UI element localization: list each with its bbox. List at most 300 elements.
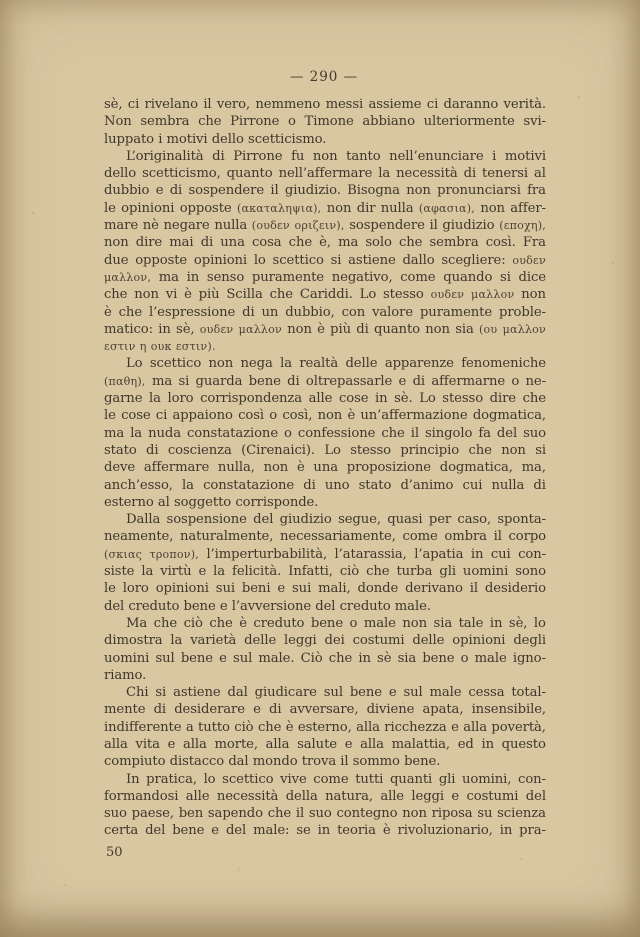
word: il (429, 218, 438, 234)
word: caso, (457, 512, 492, 528)
word: nemmeno (255, 97, 321, 112)
word: stesso (383, 287, 424, 303)
word: apata, (422, 702, 464, 718)
word: è (285, 719, 294, 735)
word: dei (324, 633, 345, 649)
word: costumi (466, 788, 519, 804)
word: ne- (525, 373, 546, 389)
word: male. (394, 598, 431, 614)
word: riamo. (104, 667, 147, 683)
word: guarda (195, 373, 243, 389)
word: costumi (352, 633, 405, 649)
word: che (366, 564, 390, 580)
word: dal (228, 754, 249, 770)
text-line (104, 165, 546, 182)
word: con (341, 304, 366, 320)
word: constatazione (203, 477, 295, 493)
word: certa (104, 823, 139, 839)
word: in (186, 269, 200, 285)
word: una (313, 460, 338, 476)
word: di (463, 166, 477, 182)
word: in (375, 391, 388, 407)
greek-term: (αφασια), (418, 201, 475, 215)
word: in (470, 546, 484, 562)
word: quanto (226, 166, 273, 182)
word: ma (104, 425, 125, 441)
word: trova (301, 754, 337, 770)
word: bene (248, 373, 281, 389)
word: la (141, 564, 154, 580)
word: formandosi (104, 788, 179, 804)
word: nell’enunciare (389, 148, 484, 164)
word: che (267, 806, 292, 822)
word: Lo (419, 391, 436, 407)
word: sponta- (497, 512, 546, 528)
word: così, (282, 408, 313, 424)
word: alla (356, 719, 380, 735)
word: lo (253, 252, 266, 268)
word: opposte (179, 200, 232, 216)
text-line (104, 771, 546, 788)
text-line (104, 788, 546, 805)
word: e (451, 788, 460, 804)
word: non (521, 287, 546, 303)
word: matico: (104, 321, 153, 337)
word: alle (380, 788, 405, 804)
text-line (104, 667, 546, 684)
word: turba (396, 564, 433, 580)
word: fenomeniche (461, 356, 546, 372)
word: che (118, 304, 143, 320)
word: sè, (104, 97, 123, 112)
word: così (238, 408, 264, 424)
word: diviene (366, 702, 415, 718)
word: affermare (143, 460, 210, 476)
word: si (535, 442, 546, 458)
word: Dalla (126, 512, 161, 528)
word: constatazione (187, 425, 279, 441)
word: coscienza (167, 442, 232, 458)
word: avversare, (289, 702, 359, 718)
word: in (489, 615, 503, 631)
greek-term: (παθη), (104, 374, 146, 388)
word: senso (206, 269, 245, 285)
text-line (104, 632, 546, 649)
word: le (104, 200, 116, 216)
word: del (315, 598, 336, 614)
word: le (104, 408, 116, 424)
word: sia (433, 615, 453, 631)
word: nuda (148, 425, 181, 441)
word: o (284, 425, 292, 441)
paper-speckles (0, 0, 2, 2)
word: stesso (350, 442, 391, 458)
word: è (317, 321, 325, 337)
word: stato (358, 477, 392, 493)
word: alla (360, 736, 384, 752)
word: proposizione (346, 460, 431, 476)
word: tenersi (482, 166, 529, 182)
word: del (104, 598, 125, 614)
word: Infatti, (288, 564, 333, 580)
word: sospendere (188, 183, 265, 199)
word: a (185, 719, 194, 735)
word: la (378, 166, 391, 182)
word: suo (523, 425, 546, 441)
word: nulla (380, 200, 414, 216)
word: alle (185, 788, 210, 804)
greek-term: εστιν). (175, 340, 216, 354)
word: e (211, 823, 220, 839)
word: distacco (169, 754, 225, 770)
word: fu (291, 148, 305, 164)
word: che (468, 442, 492, 458)
text-line (104, 96, 546, 113)
greek-term: (ου (479, 322, 498, 336)
word: per (428, 512, 452, 528)
word: che (257, 719, 282, 735)
text-line (104, 217, 546, 234)
word: di (533, 477, 546, 493)
word: virtù (160, 564, 192, 580)
word: uomini (462, 564, 509, 580)
word: della (285, 788, 318, 804)
word: Non (104, 114, 132, 130)
word: Pirrone (233, 148, 283, 164)
word: si (330, 252, 342, 268)
paragraph (104, 511, 546, 615)
word: solo (365, 235, 392, 251)
word: dello (104, 166, 137, 182)
word: naturalmente, (180, 529, 274, 545)
word: beni (241, 581, 271, 597)
word: ben (178, 806, 204, 822)
word: bene (310, 615, 344, 631)
word: dire (489, 391, 517, 407)
word: compiuto (104, 754, 166, 770)
word: lo (203, 771, 216, 787)
word: che (104, 287, 128, 303)
greek-term: μαλλον (471, 288, 515, 302)
word: delle (244, 633, 277, 649)
word: negativo, (331, 269, 393, 285)
word: al (157, 494, 170, 510)
word: ciò (339, 564, 360, 580)
word: dogmatica, (472, 408, 546, 424)
word: cosa (251, 235, 282, 251)
word: di (212, 148, 225, 164)
paragraph (104, 615, 546, 684)
word: salute (297, 736, 337, 752)
word: non (312, 148, 338, 164)
greek-term: η (139, 340, 147, 354)
word: sul (403, 685, 423, 701)
word: esterno, (297, 719, 352, 735)
word: realtà (299, 356, 339, 372)
word: daranno (443, 97, 499, 112)
word: la (182, 477, 194, 493)
word: e (167, 736, 176, 752)
word: alla (463, 719, 487, 735)
word: giudizio (279, 512, 332, 528)
word: non (263, 460, 289, 476)
word: il (340, 754, 349, 770)
word: vita (135, 736, 160, 752)
word: fa (478, 425, 491, 441)
word: motivi (166, 131, 208, 147)
text-line (104, 494, 546, 511)
word: di (242, 304, 255, 320)
word: stesso (442, 391, 484, 407)
text-line (104, 598, 546, 615)
word: scettico (222, 771, 274, 787)
word: o (460, 650, 469, 666)
word: dice (518, 269, 546, 285)
word: abbiano (362, 114, 415, 130)
word: più (198, 287, 220, 303)
word: ci (127, 97, 140, 112)
paragraph (104, 96, 546, 148)
paragraph (104, 148, 546, 356)
word: con- (518, 546, 546, 562)
word: stato (104, 442, 137, 458)
word: bene (349, 685, 382, 701)
word: come (402, 529, 438, 545)
word: paese, (131, 806, 174, 822)
word: male (429, 685, 462, 701)
word: la (213, 564, 226, 580)
word: scetticismo, (142, 166, 221, 182)
word: giudizio. (284, 183, 341, 199)
word: ed (457, 736, 474, 752)
greek-term: (εποχη), (499, 219, 546, 233)
word: mai (169, 235, 194, 251)
text-line (104, 182, 546, 199)
greek-term: μαλλον (502, 322, 546, 336)
word: Cariddi. (299, 287, 353, 303)
word: l’atarassia, (334, 546, 407, 562)
word: cose (338, 391, 369, 407)
word: se (296, 823, 311, 839)
word: tanto (346, 148, 381, 164)
word: è, (319, 235, 331, 251)
word: puramente (419, 304, 493, 320)
word: cose (121, 408, 151, 424)
greek-term: μαλλον (238, 322, 282, 336)
word: ma (338, 235, 359, 251)
word: uno (324, 477, 350, 493)
word: è (184, 287, 192, 303)
word: neamente, (104, 529, 174, 545)
word: Chi (126, 685, 149, 701)
greek-term: (σκιας (104, 547, 143, 561)
word: corrispondenza (200, 391, 303, 407)
word: oltrepassarle (305, 373, 393, 389)
word: astiene (348, 252, 396, 268)
word: in (499, 823, 513, 839)
word: leggi (411, 788, 445, 804)
greek-term: (ουδεν (251, 219, 290, 233)
word: proble- (499, 304, 546, 320)
greek-term: εστιν (104, 340, 136, 354)
word: in (158, 321, 171, 337)
word: messi (325, 97, 364, 112)
word: sia (455, 321, 474, 337)
word: teoria (337, 823, 376, 839)
word: pronunciarsi (437, 183, 521, 199)
word: loro (167, 391, 194, 407)
word: corrisponde. (235, 494, 319, 510)
word: di (169, 183, 183, 199)
word: delle (345, 356, 378, 372)
word: e (219, 598, 228, 614)
word: ci (426, 97, 439, 112)
word: natura, (325, 788, 373, 804)
word: dubbio, (285, 304, 335, 320)
word: le (104, 581, 116, 597)
word: è (104, 304, 112, 320)
word: mare (104, 218, 139, 234)
word: e (277, 581, 286, 597)
text-line (104, 355, 546, 372)
word: quasi (387, 512, 423, 528)
word: come (400, 269, 436, 285)
word: non (326, 200, 352, 216)
word: di (287, 373, 300, 389)
word: necessità (396, 166, 458, 182)
word: e (398, 373, 407, 389)
word: alla (104, 736, 128, 752)
word: sapendo (207, 806, 263, 822)
word: male. (258, 650, 295, 666)
word: dal (227, 685, 248, 701)
word: ricchezza (384, 719, 447, 735)
word: pra- (519, 823, 546, 839)
word: suo (104, 806, 127, 822)
word: confessione (297, 425, 376, 441)
word: sui (292, 581, 312, 597)
word: mondo (252, 754, 298, 770)
page-number: — 290 — (289, 69, 359, 85)
word: dogmatica, (439, 460, 513, 476)
word: un’affermazione (360, 408, 468, 424)
word: ciò (234, 719, 254, 735)
word: sono (515, 564, 546, 580)
text-line (104, 113, 546, 130)
word: Ma (126, 615, 148, 631)
word: contegno (336, 806, 398, 822)
word: corpo (508, 529, 546, 545)
word: astiene (173, 685, 221, 701)
word: è (347, 408, 356, 424)
word: ma (158, 269, 179, 285)
word: anch’esso, (104, 477, 173, 493)
word: quando (443, 269, 493, 285)
word: mente (104, 702, 146, 718)
word: più (330, 321, 352, 337)
word: di (303, 477, 316, 493)
text-line (104, 338, 546, 355)
word: sul (323, 685, 343, 701)
word: luppato (104, 131, 154, 147)
word: di (269, 702, 282, 718)
word: non (480, 200, 505, 216)
text-line (104, 425, 546, 442)
word: o (511, 373, 520, 389)
word: dubbio (104, 183, 150, 199)
word: indifferente (104, 719, 182, 735)
word: giudizio (442, 218, 495, 234)
word: sospensione (166, 512, 247, 528)
word: sè, (508, 615, 528, 631)
word: non (425, 321, 450, 337)
word: loro (122, 581, 149, 597)
text-line (104, 753, 546, 770)
word: cessa (468, 685, 505, 701)
word: il (270, 183, 279, 199)
word: di (356, 321, 369, 337)
word: si (500, 269, 511, 285)
word: segue, (338, 512, 381, 528)
word: assieme (368, 97, 422, 112)
word: che (198, 114, 222, 130)
word: quanto (374, 321, 420, 337)
word: (Cirenaici). (241, 442, 315, 458)
word: in (481, 736, 494, 752)
word: mali, (318, 581, 351, 597)
word: cui (490, 546, 511, 562)
word: necessariamente, (280, 529, 396, 545)
greek-term: ουκ (150, 340, 172, 354)
word: in (358, 650, 371, 666)
word: la (280, 356, 292, 372)
text-line (104, 373, 546, 390)
text-line (104, 528, 546, 545)
word: dimostra (104, 633, 163, 649)
word: igno- (512, 650, 546, 666)
word: l’imperturbabilità, (206, 546, 328, 562)
word: sul (233, 650, 253, 666)
text-line (104, 234, 546, 251)
greek-term: τροπον), (149, 547, 199, 561)
word: opinioni (121, 200, 175, 216)
word: scegliere: (441, 252, 506, 268)
word: siste (104, 564, 135, 580)
greek-term: ουδεν (430, 288, 465, 302)
word: che (209, 615, 233, 631)
word: nega (240, 356, 273, 372)
word: bene (172, 823, 205, 839)
word: varietà (190, 633, 237, 649)
word: la (170, 633, 183, 649)
greek-term: ουδεν (512, 253, 546, 267)
word: Pirrone (230, 114, 280, 130)
word: che (522, 391, 546, 407)
word: nè (142, 218, 159, 234)
text-line (104, 200, 546, 217)
word: il (203, 97, 212, 112)
text-line (104, 390, 546, 407)
word: Bisogna (347, 183, 400, 199)
word: nell’affermare (278, 166, 373, 182)
paragraph (104, 355, 546, 511)
word: delle (412, 633, 445, 649)
word: di (412, 373, 426, 389)
word: nulla (214, 218, 248, 234)
word: in (317, 823, 331, 839)
text-line (104, 511, 546, 528)
word: due (104, 252, 129, 268)
